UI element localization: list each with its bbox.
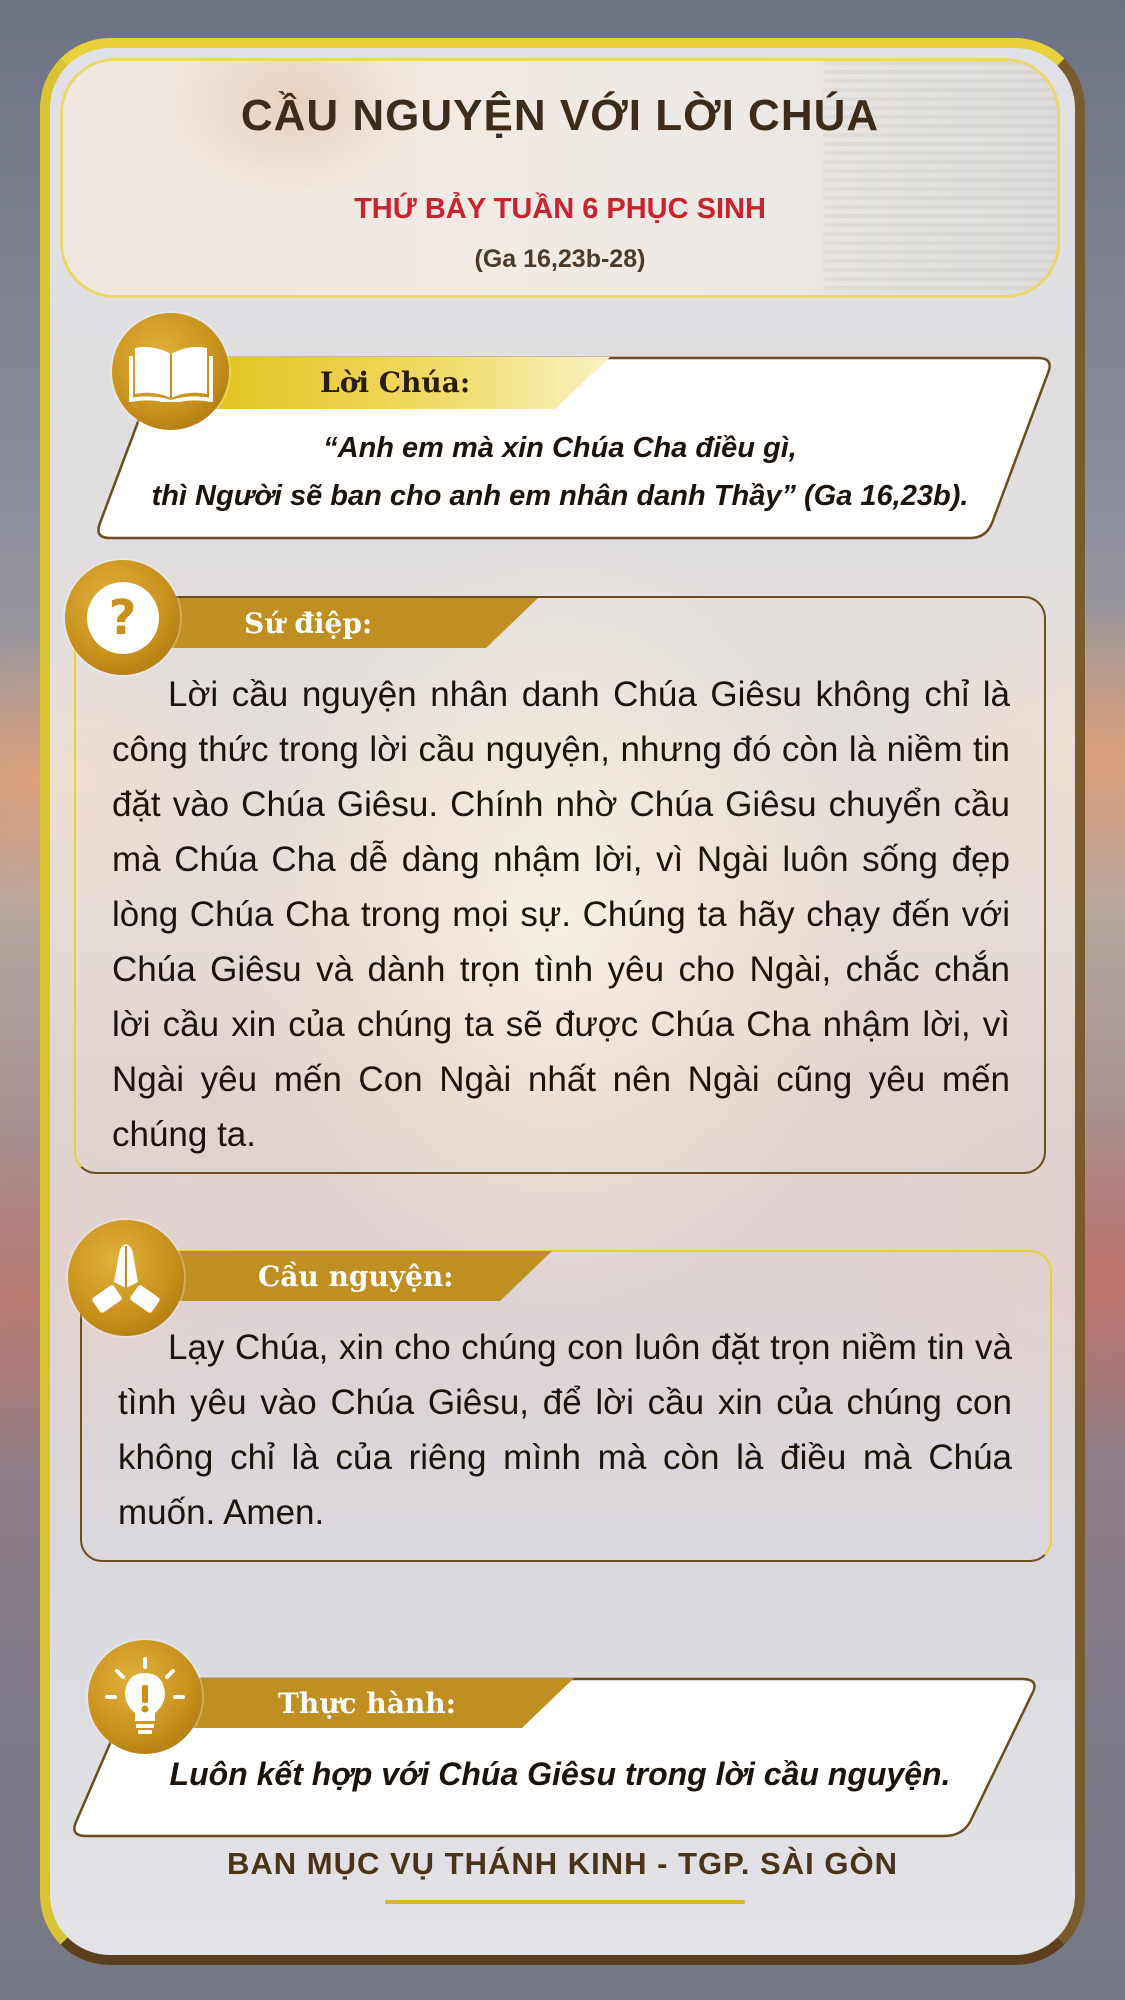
loi-chua-quote xyxy=(130,424,990,520)
quote-line-1: “Anh em mà xin Chúa Cha điều gì, xyxy=(323,432,797,464)
footer-underline xyxy=(385,1900,745,1904)
cau-nguyen-text: Lạy Chúa, xin cho chúng con luôn đặt trọn niềm tin và tình yêu vào Chúa Giêsu, để lời cầu xin của chúng con không chỉ là của riêng mình mà còn là điều mà Chúa muốn. Amen. xyxy=(118,1328,1012,1532)
loi-chua-label: Lời Chúa: xyxy=(320,366,471,399)
su-diep-text: Lời cầu nguyện nhân danh Chúa Giêsu không chỉ là công thức trong lời cầu nguyện, nhưng đó còn là niềm tin đặt vào Chúa Giêsu. Chính nhờ Chúa Giêsu chuyển cầu mà Chúa Cha dễ dàng nhậm lời, vì Ngài luôn sống đẹp lòng Chúa Cha trong mọi sự. Chúng ta hãy chạy đến với Chúa Giêsu và dành trọn tình yêu cho Ngài, chắc chắn lời cầu xin của chúng ta sẽ được Chúa Cha nhậm lời, vì Ngài yêu mến Con Ngài nhất nên Ngài cũng yêu mến chúng ta. xyxy=(112,675,1010,1154)
open-book-icon xyxy=(112,313,229,430)
page-title: CẦU NGUYỆN VỚI LỜI CHÚA xyxy=(240,91,880,140)
lightbulb-icon xyxy=(88,1640,202,1754)
praying-hands-icon xyxy=(68,1220,184,1336)
thuc-hanh-label: Thực hành: xyxy=(278,1687,456,1720)
question-mark-icon: ? xyxy=(65,560,180,675)
cau-nguyen-label: Cầu nguyện: xyxy=(258,1260,454,1293)
scripture-reference: (Ga 16,23b-28) xyxy=(474,245,646,273)
liturgical-day: THỨ BẢY TUẦN 6 PHỤC SINH xyxy=(354,193,766,225)
thuc-hanh-text: Luôn kết hợp với Chúa Giêsu trong lời cầu nguyện. xyxy=(169,1756,951,1792)
su-diep-label: Sứ điệp: xyxy=(244,607,373,640)
quote-line-2: thì Người sẽ ban cho anh em nhân danh Thầy” (Ga 16,23b). xyxy=(151,480,969,512)
header-banner xyxy=(60,58,1060,298)
footer-credit: BAN MỤC VỤ THÁNH KINH - TGP. SÀI GÒN xyxy=(227,1846,898,1881)
